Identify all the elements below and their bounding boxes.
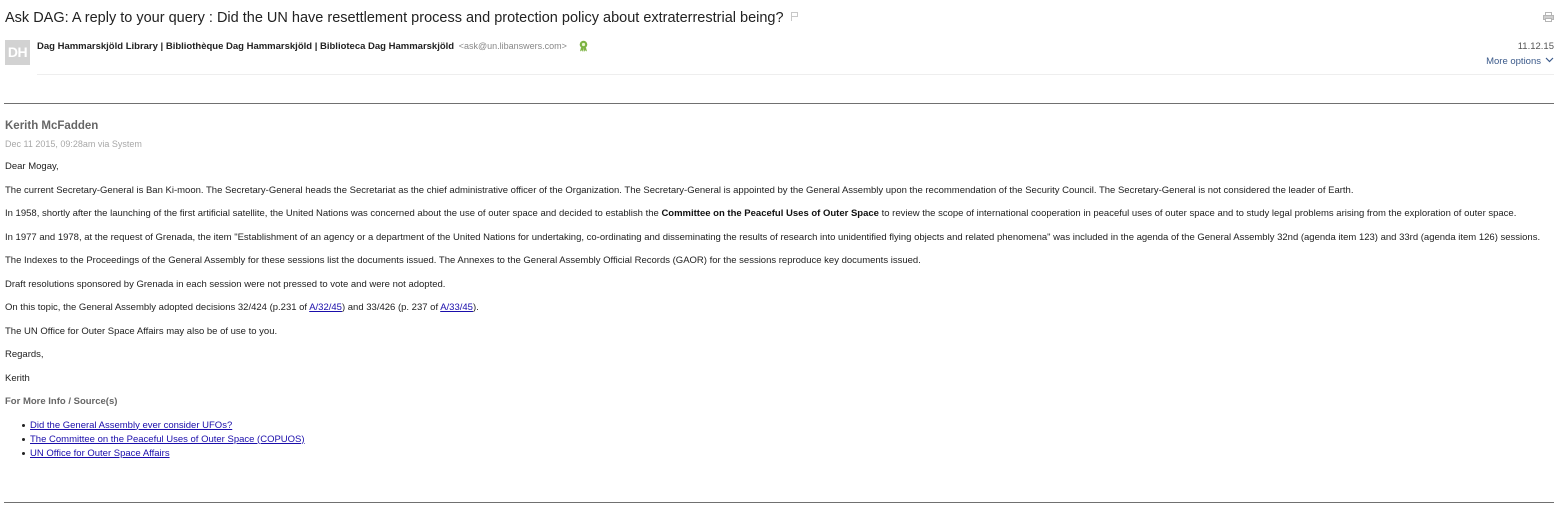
- paragraph-6: [5, 301, 1549, 315]
- chevron-down-icon: [1545, 57, 1554, 63]
- paragraph-1: The current Secretary-General is Ban Ki-moon. The Secretary-General heads the Secretariat as the chief administrative officer of the Organization. The Secretary-General is appointed by the General Assembly upon the recommendation of the Security Council. The Secretary-General is not considered the leader of Earth.: [5, 184, 1354, 196]
- paragraph-3: In 1977 and 1978, at the request of Grenada, the item "Establishment of an agency or a department of the United Nations for undertaking, co-ordinating and disseminating the results of research into unidentified flying objects and related phenomena" was included in the agenda of the General Assembly 32nd (agenda item 123) and 33rd (agenda item 126) sessions.: [5, 231, 1541, 243]
- greeting: Dear Mogay,: [5, 161, 59, 172]
- paragraph-6-text-b: ) and 33/426 (p. 237 of: [341, 302, 441, 313]
- header-divider: [37, 74, 1554, 75]
- paragraph-6-text-c: ).: [472, 302, 479, 313]
- paragraph-6-text-a: On this topic, the General Assembly adopted decisions 32/424 (p.231 of: [5, 302, 310, 313]
- verified-badge-icon: [578, 40, 589, 52]
- sender-email: <ask@un.libanswers.com>: [458, 41, 567, 51]
- message-divider-top: [4, 103, 1554, 104]
- list-item: [30, 447, 1549, 461]
- paragraph-2-text-a: In 1958, shortly after the launching of the first artificial satellite, the United Nations was concerned about the use of outer space and decided to establish the: [5, 208, 662, 219]
- more-options-button[interactable]: [1486, 56, 1554, 67]
- message-divider-bottom: [4, 502, 1554, 503]
- list-item: [30, 419, 1549, 433]
- closing: Regards,: [5, 349, 44, 360]
- subject-row: [5, 9, 1555, 29]
- flag-icon[interactable]: [791, 12, 799, 21]
- message-author: Kerith McFadden: [5, 120, 99, 132]
- link-a-33-45[interactable]: A/33/45: [440, 302, 473, 313]
- sources-title: For More Info / Source(s): [5, 396, 118, 407]
- more-options-label: More options: [1486, 56, 1541, 67]
- print-icon[interactable]: [1543, 12, 1554, 22]
- copuos-bold: Committee on the Peaceful Uses of Outer Space: [661, 208, 879, 219]
- sender-avatar: DH: [5, 40, 30, 65]
- paragraph-2-text-b: to review the scope of international cooperation in peaceful uses of outer space and to study legal problems arising from the exploration of outer space.: [878, 208, 1517, 219]
- source-link-unoosa[interactable]: UN Office for Outer Space Affairs: [30, 447, 170, 459]
- message-body: [5, 160, 1549, 461]
- paragraph-5: Draft resolutions sponsored by Grenada in each session were not pressed to vote and were not adopted.: [5, 278, 446, 290]
- message-meta: Dec 11 2015, 09:28am via System: [5, 139, 142, 149]
- link-a-32-45[interactable]: A/32/45: [309, 302, 342, 313]
- paragraph-4: The Indexes to the Proceedings of the General Assembly for these sessions list the documents issued. The Annexes to the General Assembly Official Records (GAOR) for the sessions reproduce key documents issued.: [5, 255, 921, 266]
- paragraph-7: The UN Office for Outer Space Affairs may also be of use to you.: [5, 325, 278, 337]
- sender-name[interactable]: Dag Hammarskjöld Library | Bibliothèque Dag Hammarskjöld | Biblioteca Dag Hammarskjöld: [37, 41, 455, 52]
- source-link-ufos[interactable]: Did the General Assembly ever consider UFOs?: [30, 419, 233, 431]
- sources-list: [5, 419, 1549, 461]
- paragraph-2: [5, 207, 1549, 221]
- source-link-copuos[interactable]: The Committee on the Peaceful Uses of Outer Space (COPUOS): [30, 433, 305, 445]
- email-date: 11.12.15: [1517, 41, 1554, 52]
- sender-line: [37, 40, 589, 52]
- email-subject: Ask DAG: A reply to your query : Did the UN have resettlement process and protection policy about extraterrestrial being?: [5, 10, 784, 26]
- signature: Kerith: [5, 372, 30, 384]
- list-item: [30, 433, 1549, 447]
